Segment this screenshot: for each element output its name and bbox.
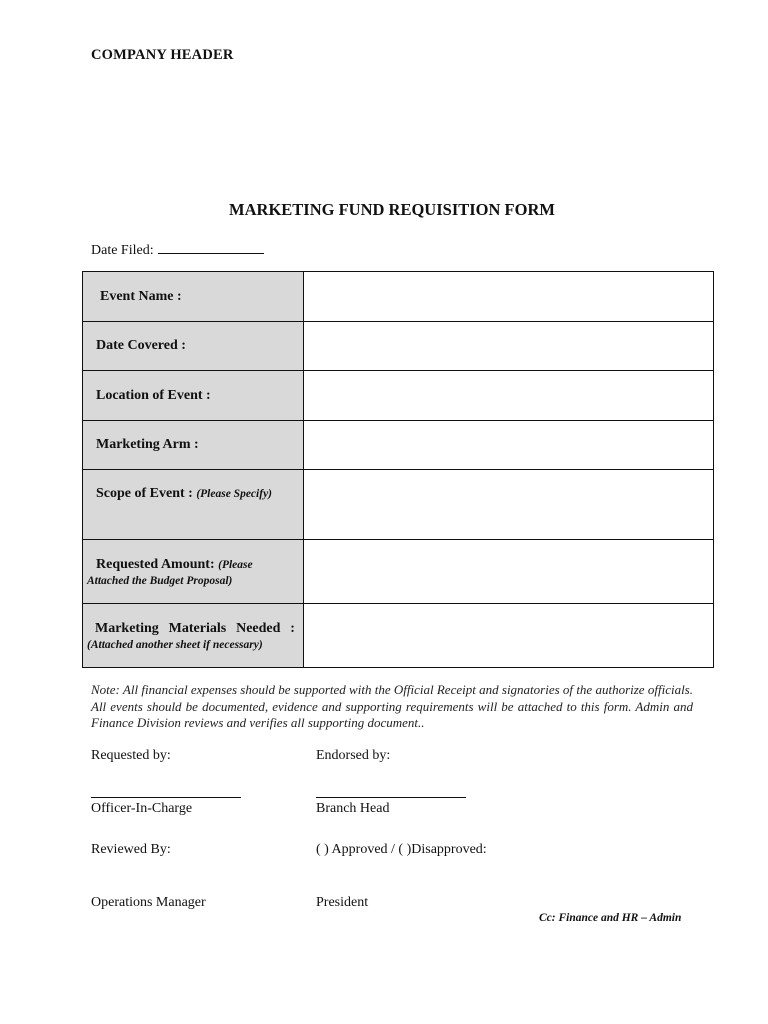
- officer-in-charge-label: Officer-In-Charge: [91, 801, 193, 816]
- value-requested-amount: [304, 540, 714, 604]
- branch-head-signature-line: [316, 797, 466, 798]
- value-date-covered: [304, 322, 714, 371]
- form-title: MARKETING FUND REQUISITION FORM: [229, 200, 555, 219]
- note-paragraph: Note: All financial expenses should be supported with the Official Receipt and signatories of the authorize officials. All events should be documented, evidence and supporting requirements will be attached to this form. Admin and Finance Division reviews and verifies all supporting document..: [91, 682, 693, 730]
- reviewed-by-label: Reviewed By:: [91, 842, 171, 857]
- row-materials: [83, 604, 714, 668]
- row-location: [83, 371, 714, 421]
- requested-by-label: Requested by:: [91, 748, 171, 763]
- endorsed-by-label: Endorsed by:: [316, 748, 391, 763]
- branch-head-label: Branch Head: [316, 801, 390, 816]
- row-event-name: [83, 272, 714, 322]
- label-requested-amount: Requested Amount: (Please Attached the Budget Proposal): [83, 540, 304, 604]
- date-filed-label: Date Filed:: [91, 243, 154, 258]
- row-date-covered: [83, 322, 714, 371]
- company-header: COMPANY HEADER: [91, 47, 234, 63]
- value-scope: [304, 470, 714, 540]
- value-marketing-arm: [304, 421, 714, 470]
- label-materials: Marketing Materials Needed : (Attached another sheet if necessary): [83, 604, 304, 668]
- date-filed-blank: [158, 241, 264, 254]
- label-date-covered: Date Covered :: [83, 322, 304, 371]
- row-scope: [83, 470, 714, 540]
- president-label: President: [316, 895, 369, 910]
- officer-signature-line: [91, 797, 241, 798]
- value-event-name: [304, 272, 714, 322]
- cc-line: Cc: Finance and HR – Admin: [539, 912, 682, 924]
- operations-manager-label: Operations Manager: [91, 895, 206, 910]
- label-event-name: Event Name :: [83, 272, 304, 322]
- approval-status: ( ) Approved / ( )Disapproved:: [316, 842, 487, 857]
- value-location: [304, 371, 714, 421]
- requisition-table: [82, 271, 714, 668]
- value-materials: [304, 604, 714, 668]
- date-filed: [91, 241, 264, 259]
- label-location: Location of Event :: [83, 371, 304, 421]
- row-requested-amount: [83, 540, 714, 604]
- label-marketing-arm: Marketing Arm :: [83, 421, 304, 470]
- row-marketing-arm: [83, 421, 714, 470]
- label-scope: Scope of Event : (Please Specify): [83, 470, 304, 540]
